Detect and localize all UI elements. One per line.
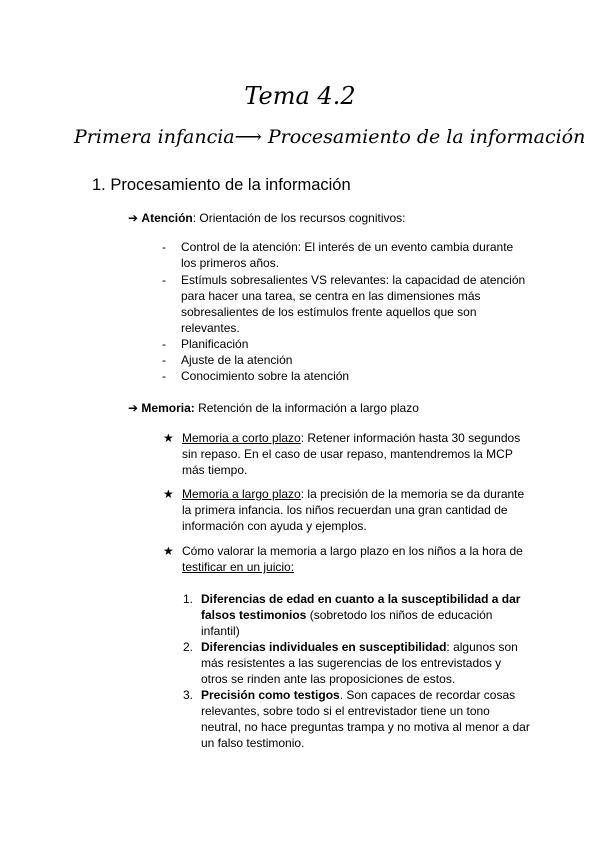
item-text: (sobretodo los niños de educación infantil) bbox=[201, 608, 493, 638]
dash-marker: - bbox=[162, 273, 166, 287]
list-item-text: Control de la atención: El interés de un evento cambia durante los primeros años. bbox=[181, 240, 514, 270]
item-number: 3. bbox=[183, 688, 194, 702]
item-number: 2. bbox=[183, 640, 194, 654]
atencion-label: Atención bbox=[141, 211, 193, 225]
item-number: 1. bbox=[183, 592, 194, 606]
item-text: : algunos son más resistentes a las sugerencias de los entrevistados y otros se rinden ante las proposiciones de estos. bbox=[201, 640, 518, 686]
corto-label: Memoria a corto plazo bbox=[182, 431, 301, 445]
corto-text: : Retener información hasta 30 segundos sin repaso. En el caso de usar repaso, mantendremos la MCP más tiempo. bbox=[182, 431, 521, 477]
page-subtitle: Primera infancia⟶ Procesamiento de la información bbox=[74, 126, 586, 148]
atencion-description: : Orientación de los recursos cognitivos: bbox=[192, 211, 406, 225]
list-item-text: Planificación bbox=[181, 337, 249, 351]
valorar-underlined: testificar en un juicio: bbox=[182, 560, 295, 574]
star-icon: ★ bbox=[163, 487, 174, 501]
section-heading: 1. Procesamiento de la información bbox=[92, 176, 351, 194]
arrow-icon: ➔ bbox=[128, 401, 139, 415]
arrow-icon: ➔ bbox=[128, 211, 139, 225]
memoria-description: Retención de la información a largo plazo bbox=[194, 401, 419, 415]
item-bold: Diferencias individuales en susceptibilidad bbox=[201, 640, 447, 654]
largo-text: : la precisión de la memoria se da durante la primera infancia. los niños recuerdan una gran cantidad de información con ayuda y ejemplos. bbox=[182, 487, 525, 533]
dash-marker: - bbox=[162, 337, 166, 351]
list-item-text: Ajuste de la atención bbox=[181, 353, 293, 367]
atencion-line bbox=[128, 210, 406, 226]
largo-label: Memoria a largo plazo bbox=[182, 487, 301, 501]
star-icon: ★ bbox=[163, 544, 174, 558]
dash-marker: - bbox=[162, 240, 166, 254]
dash-marker: - bbox=[162, 369, 166, 383]
item-text: . Son capaces de recordar cosas relevantes, sobre todo si el entrevistador tiene un tono neutral, no hace preguntas trampa y no motiva al menor a dar un falso testimonio. bbox=[201, 688, 530, 750]
item-bold: Diferencias de edad en cuanto a la susceptibilidad a dar falsos testimonios bbox=[201, 592, 521, 622]
page-title: Tema 4.2 bbox=[244, 82, 356, 110]
list-item-text: Conocimiento sobre la atención bbox=[181, 369, 350, 383]
list-item-text: Estímuls sobresalientes VS relevantes: la capacidad de atención para hacer una tarea, se centra en las dimensiones más sobresalientes de los estímulos frente aquellos que son relevantes. bbox=[181, 273, 526, 335]
memoria-label: Memoria: bbox=[141, 401, 195, 415]
memoria-line bbox=[128, 400, 419, 416]
item-bold: Precisión como testigos bbox=[201, 688, 340, 702]
valorar-text: Cómo valorar la memoria a largo plazo en los niños a la hora de bbox=[182, 544, 523, 558]
star-icon: ★ bbox=[163, 431, 174, 445]
dash-marker: - bbox=[162, 353, 166, 367]
